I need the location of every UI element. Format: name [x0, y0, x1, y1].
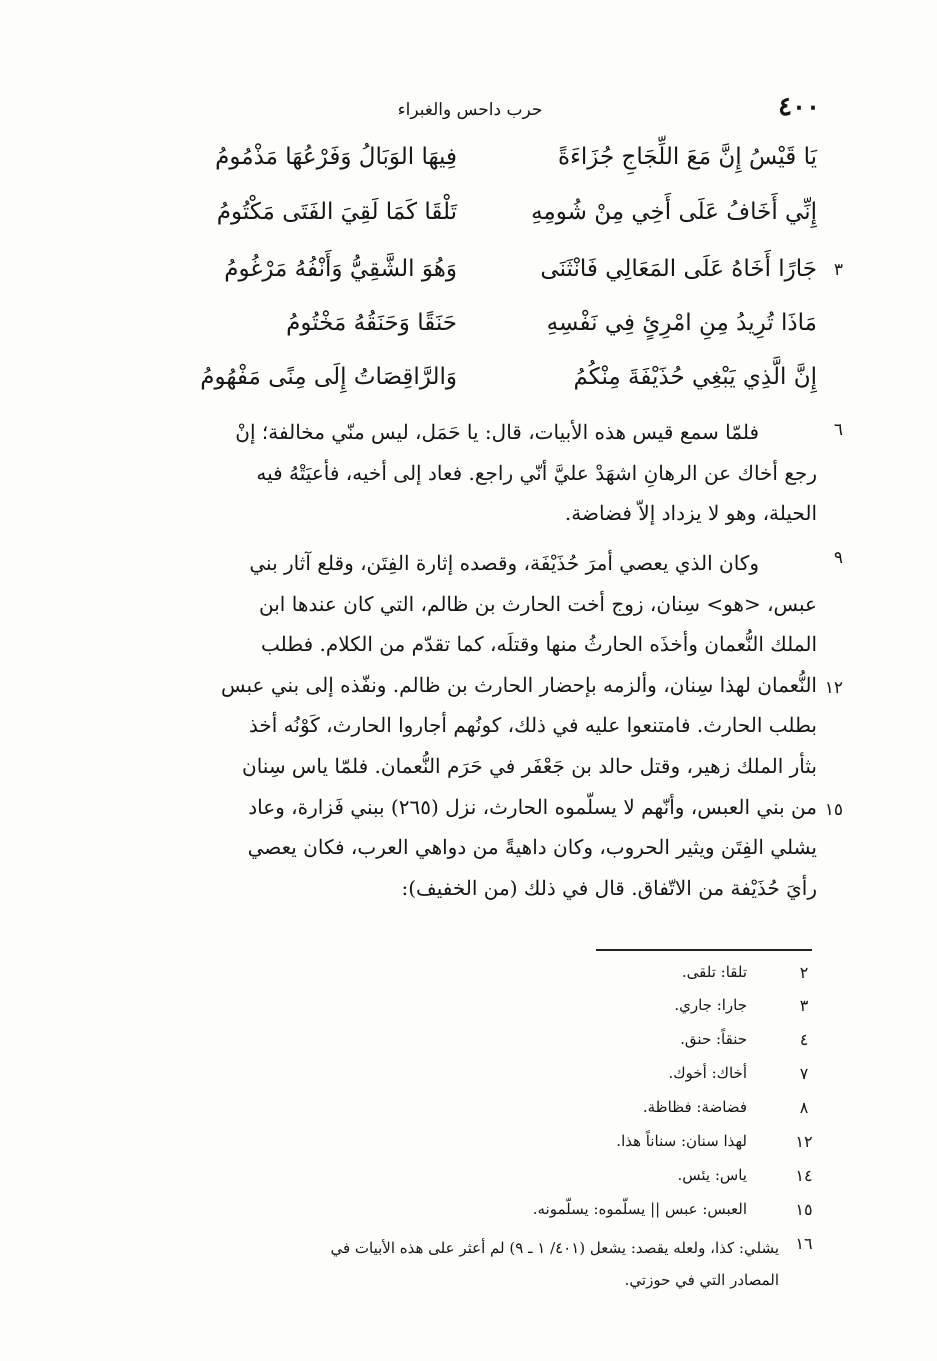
footnote-number: ١٥ [795, 1200, 813, 1219]
footnote-text: فضاضة: فظاظة. [642, 1098, 747, 1116]
footnote [117, 963, 817, 995]
verse-second-hemistich: حَنَقًا وَحَنَقُهُ مَخْتُومُ [286, 310, 457, 336]
footnote [117, 1166, 817, 1198]
page-number: ٤٠٠ [778, 92, 820, 122]
verse-second-hemistich: وَالرَّاقِصَاتُ إِلَى مِنًى مَفْهُومُ [200, 364, 457, 390]
paragraph-line: فلمّا سمع قيس هذه الأبيات، قال: يا حَمَل، ليس منّي مخالفة؛ إنْ [235, 420, 759, 444]
footnote [117, 1132, 817, 1164]
verse-line [127, 306, 817, 356]
line-number: ٦ [833, 420, 843, 440]
paragraph-line: وكان الذي يعصي أمرَ حُذَيْفَة، وقصده إثارة الفِتَن، وقلع آثار بني [249, 551, 759, 575]
footnote [117, 996, 817, 1028]
footnote-text-continuation: المصادر التي في حوزتي. [624, 1271, 779, 1289]
paragraph-2 [124, 543, 817, 908]
footnote-text: تلقا: تلقى. [681, 963, 747, 981]
verse-first-hemistich: جَارًا أَخَاهُ عَلَى المَعَالِي فَانْثَنَى [540, 256, 817, 282]
footnote-number: ٤ [799, 1030, 809, 1049]
footnote-long-text [119, 1232, 779, 1296]
verse-line [127, 360, 817, 410]
footnote-number: ١٢ [795, 1132, 813, 1151]
verse-line [127, 252, 817, 302]
paragraph-line: رأيَ حُذَيْفة من الاتّفاق. قال في ذلك (من الخفيف): [401, 875, 817, 900]
footnote-number: ٣ [799, 996, 809, 1015]
footnote-number: ٧ [799, 1064, 809, 1083]
verse-line [127, 195, 817, 245]
footnote [117, 1030, 817, 1062]
footnote-text: حنقاً: حنق. [680, 1030, 747, 1048]
paragraph-1 [124, 412, 817, 534]
footnote-separator [596, 949, 812, 951]
paragraph-line: بطلب الحارث. فامتنعوا عليه في ذلك، كونُهم أجاروا الحارث، كَوْنُه أخذ [248, 713, 817, 738]
footnote-text: لهذا سنان: سناناً هذا. [616, 1132, 747, 1150]
line-number: ٣ [833, 260, 843, 280]
footnote-number: ٨ [799, 1098, 809, 1117]
paragraph-line: رجع أخاك عن الرهانِ اشهَدْ عليَّ أنّي راجع. فعاد إلى أخيه، فأعيَتْهُ فيه [256, 460, 817, 485]
footnote-text: يشلي: كذا، ولعله يقصد: يشعل (٤٠١/ ١ ـ ٩) لم أعثر على هذه الأبيات في [330, 1239, 779, 1257]
footnote-text: أخاك: أخوك. [668, 1064, 747, 1082]
footnote-text: ياس: يئس. [677, 1166, 747, 1184]
verse-second-hemistich: فِيهَا الوَبَالُ وَفَرْعُهَا مَذْمُومُ [215, 144, 457, 170]
footnote-text: جارا: جاري. [674, 996, 747, 1014]
line-number: ١٢ [824, 678, 843, 698]
footnote-number: ١٤ [795, 1166, 813, 1185]
footnote [117, 1098, 817, 1130]
verse-first-hemistich: مَاذَا تُرِيدُ مِنِ امْرِئٍ فِي نَفْسِهِ [546, 310, 817, 336]
verse-first-hemistich: إِنَّ الَّذِي يَبْغِي حُذَيْفَةَ مِنْكُمُ [573, 364, 817, 390]
paragraph-line: بثأر الملك زهير، وقتل حالد بن جَعْفَر في حَرَم النُّعمان. فلمّا ياس سِنان [242, 753, 817, 778]
paragraph-line: يشلي الفِتَن ويثير الحروب، وكان داهيةً من دواهي العرب، فكان يعصي [247, 835, 817, 860]
paragraph-line: من بني العبس، وأنّهم لا يسلّموه الحارث، نزل (٢٦٥) ببني فَزارة، وعاد [248, 794, 817, 819]
footnote-text: العبس: عبس || يسلّموه: يسلّمونه. [532, 1200, 747, 1218]
footnote [117, 1200, 817, 1232]
verse-second-hemistich: تَلْقَا كَمَا لَقِيَ الفَتَى مَكْتُومُ [216, 199, 457, 225]
paragraph-line: الملك النُّعمان وأخذَه الحارثُ منها وقتلَه، كما تقدّم من الكلام. فطلب [260, 632, 817, 657]
paragraph-line: عبس، <هو> سِنان، زوج أخت الحارث بن ظالم، التي كان عندها ابن [259, 591, 817, 616]
verse-first-hemistich: يَا قَيْسُ إِنَّ مَعَ اللِّجَاجِ جُزَاءَةً [558, 144, 817, 170]
page-header [120, 92, 820, 132]
paragraph-line: الحيلة، وهو لا يزداد إلاّ فضاضة. [564, 501, 817, 526]
footnote [117, 1064, 817, 1096]
line-number: ١٥ [824, 800, 843, 820]
running-title: حرب داحس والغبراء [397, 100, 543, 120]
footnote-number: ١٦ [795, 1234, 813, 1253]
verse-first-hemistich: إِنِّي أَخَافُ عَلَى أَخِي مِنْ شُومِهِ [531, 199, 817, 225]
verse-line [127, 140, 817, 190]
paragraph-line: النُّعمان لهذا سِنان، وألزمه بإحضار الحارث بن ظالم. ونفّذه إلى بني عبس [221, 672, 817, 697]
line-number: ٩ [833, 548, 843, 568]
footnote-number: ٢ [799, 963, 809, 982]
verse-second-hemistich: وَهُوَ الشَّقِيُّ وَأَنْفُهُ مَرْغُومُ [224, 256, 457, 282]
